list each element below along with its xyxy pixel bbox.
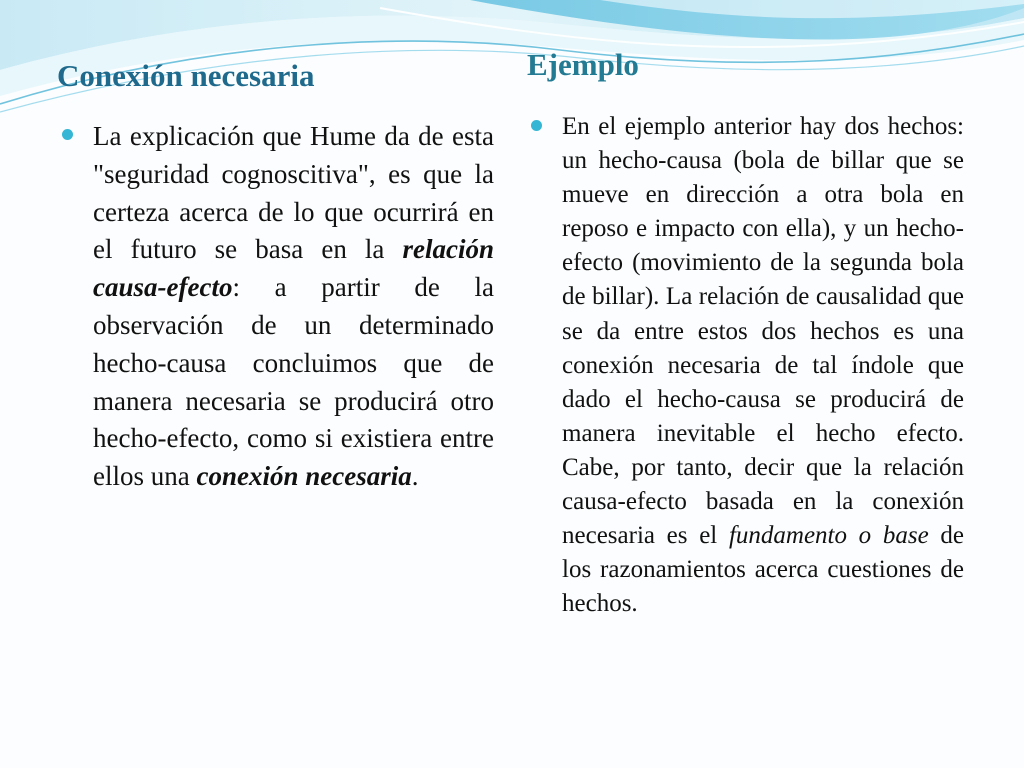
- right-text-column: [530, 110, 964, 621]
- left-text-part-2: : a partir de la observación de un determinado hecho-causa concluimos que de manera necesaria se producirá otro hecho-efecto, como si existiera entre ellos una: [93, 272, 494, 492]
- left-text-column: [62, 118, 494, 496]
- left-emphasis-conexion: conexión necesaria: [196, 461, 412, 492]
- right-text-part-1: En el ejemplo anterior hay dos hechos: un hecho-causa (bola de billar que se mueve en dirección a otra bola en reposo e impacto con ella), y un hecho-efecto (movimiento de la segunda bola de billar). La relación de causalidad que se da entre estos dos hechos es una conexión necesaria de tal índole que dado el hecho-causa se producirá de manera inevitable el hecho efecto. Cabe, por tanto, decir que la relación causa-efecto basada en la conexión necesaria es el: [562, 113, 964, 550]
- left-bullet-paragraph: [62, 118, 494, 496]
- filled-circle-bullet-icon: [531, 120, 542, 131]
- left-section-title: Conexión necesaria: [57, 58, 315, 93]
- filled-circle-bullet-icon: [62, 129, 73, 140]
- right-bullet-paragraph: [530, 110, 964, 621]
- left-text-part-3: .: [411, 461, 419, 492]
- right-emphasis-fundamento: fundamento o base: [728, 522, 929, 550]
- right-text-part-2: de los razonamientos acerca cuestiones de hechos.: [562, 522, 964, 618]
- left-emphasis-relacion: relación causa-efecto: [93, 234, 494, 303]
- right-section-title: Ejemplo: [527, 47, 639, 82]
- left-text-part-1: La explicación que Hume da de esta "seguridad cognoscitiva", es que la certeza acerca de lo que ocurrirá en el futuro se basa en la: [93, 121, 494, 265]
